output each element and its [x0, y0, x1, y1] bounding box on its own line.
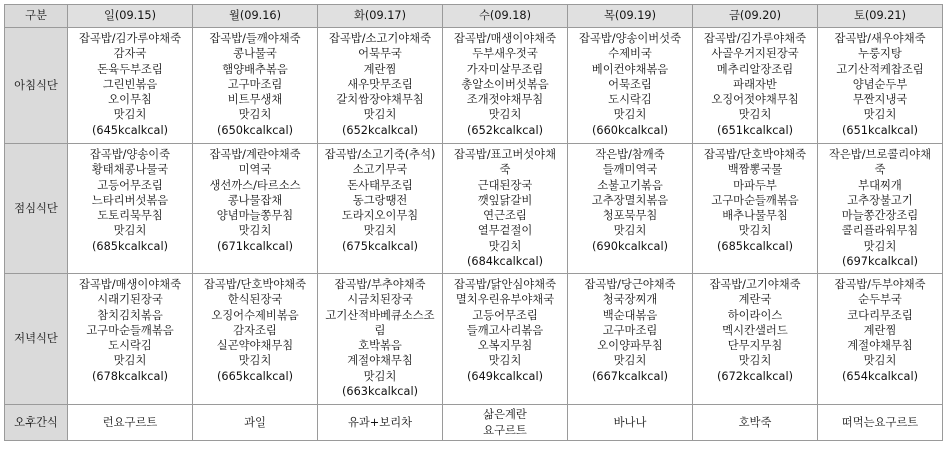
menu-item: 잡곡밥/소고기야채죽 — [328, 32, 432, 45]
day-header-sat: 토(09.21) — [818, 5, 943, 28]
menu-item: 돈육두부조림 — [97, 62, 163, 76]
menu-item: 맛김치 — [363, 108, 397, 122]
menu-item: 멸치우린유부야채국 — [455, 293, 555, 307]
menu-item: 돈사태무조림 — [347, 178, 413, 192]
menu-item: 깻잎닭갈비 — [477, 193, 533, 207]
menu-item: 맛김치 — [488, 239, 522, 253]
menu-item: (675kcalkcal) — [341, 239, 418, 253]
menu-item: 바나나 — [613, 415, 647, 429]
menu-cell-sat — [818, 28, 943, 144]
menu-cell-mon — [193, 28, 318, 144]
menu-item: 유과+보리차 — [347, 415, 413, 429]
menu-item: 맛김치 — [488, 354, 522, 368]
menu-item: 요구르트 — [483, 423, 527, 437]
menu-item: (651kcalkcal) — [841, 123, 918, 137]
menu-item: 잡곡밥/양송이버섯죽 — [578, 32, 682, 45]
menu-cell-thu — [568, 405, 693, 441]
menu-item: 들깨고사리볶음 — [466, 323, 544, 337]
menu-cell-mon — [193, 144, 318, 274]
menu-item: 고기산적케찹조림 — [836, 62, 924, 76]
menu-item: 고구마순들깨볶음 — [711, 193, 799, 207]
menu-item: 순두부국 — [858, 293, 902, 307]
menu-item: 고등어무조림 — [472, 308, 538, 322]
menu-cell-thu — [568, 274, 693, 405]
menu-item: 잡곡밥/고기야채죽 — [709, 278, 801, 291]
menu-item: 백순대볶음 — [602, 308, 658, 322]
menu-item: 계절야채무침 — [347, 354, 413, 368]
menu-item: 마늘쫑간장조림 — [841, 209, 919, 223]
menu-item: 잡곡밥/두부야채죽 — [834, 278, 926, 291]
menu-item: 오이무침 — [108, 93, 152, 107]
menu-cell-sun — [68, 274, 193, 405]
menu-item: 콩나물국 — [233, 47, 277, 61]
menu-item: 맛김치 — [238, 108, 272, 122]
menu-item: 황태채콩나물국 — [91, 163, 169, 177]
menu-item: 잡곡밥/매생이야채죽 — [453, 32, 557, 45]
menu-cell-wed — [443, 274, 568, 405]
menu-item: 시금치된장국 — [347, 293, 413, 307]
menu-item: 실곤약야채무침 — [216, 339, 294, 353]
menu-cell-wed — [443, 28, 568, 144]
menu-item: (652kcalkcal) — [341, 123, 418, 137]
menu-item: 맛김치 — [113, 108, 147, 122]
row-label: 점심식단 — [5, 144, 68, 274]
dinner-row — [5, 274, 943, 405]
menu-item: 떠먹는요구르트 — [841, 415, 919, 429]
menu-item: 고추장멸치볶음 — [591, 193, 669, 207]
menu-item: 맛김치 — [738, 108, 772, 122]
menu-item: 새우맛무조림 — [347, 77, 413, 91]
menu-item: 고기산적바베큐소스조 — [325, 308, 435, 322]
menu-item: (678kcalkcal) — [91, 369, 168, 383]
menu-item: 도시락김 — [108, 339, 152, 353]
menu-item: 맛김치 — [238, 224, 272, 238]
menu-cell-sat — [818, 274, 943, 405]
menu-item: 오징어수제비볶음 — [211, 308, 299, 322]
menu-item: 고구마순들깨볶음 — [86, 323, 174, 337]
menu-item: (665kcalkcal) — [216, 369, 293, 383]
menu-item: 죽 — [499, 163, 511, 177]
menu-item: 들깨미역국 — [602, 163, 658, 177]
menu-cell-fri — [693, 405, 818, 441]
menu-item: 잡곡밥/부추야채죽 — [334, 278, 426, 291]
day-header-wed: 수(09.18) — [443, 5, 568, 28]
menu-item: 양념마늘쫑무침 — [216, 209, 294, 223]
menu-item: 오징어젓야채무침 — [711, 93, 799, 107]
menu-cell-tue — [318, 28, 443, 144]
menu-item: (672kcalkcal) — [716, 369, 793, 383]
menu-item: 잡곡밥/들깨야채죽 — [209, 32, 301, 45]
menu-item: 잡곡밥/김가루야채죽 — [703, 32, 807, 45]
menu-item: 어묵조림 — [608, 77, 652, 91]
menu-cell-sat — [818, 144, 943, 274]
menu-cell-wed — [443, 144, 568, 274]
menu-cell-mon — [193, 274, 318, 405]
menu-item: (649kcalkcal) — [466, 369, 543, 383]
menu-cell-tue — [318, 274, 443, 405]
menu-item: 잡곡밥/닭안심야채죽 — [453, 278, 557, 291]
row-label: 저녁식단 — [5, 274, 68, 405]
menu-item: 작은밥/참깨죽 — [595, 148, 665, 161]
day-header-mon: 월(09.16) — [193, 5, 318, 28]
menu-item: 맛김치 — [113, 224, 147, 238]
menu-item: 파래자반 — [733, 77, 777, 91]
menu-item: 계절야채무침 — [847, 339, 913, 353]
menu-item: (684kcalkcal) — [466, 255, 543, 269]
lunch-row — [5, 144, 943, 274]
menu-item: 갈치쌈장야채무침 — [336, 93, 424, 107]
menu-cell-sun — [68, 28, 193, 144]
menu-item: (663kcalkcal) — [341, 385, 418, 399]
menu-item: 잡곡밥/소고기죽(추석) — [324, 148, 436, 161]
menu-cell-tue — [318, 144, 443, 274]
menu-item: 부대찌개 — [858, 178, 902, 192]
menu-item: 멕시칸샐러드 — [722, 323, 788, 337]
menu-item: 림 — [374, 323, 386, 337]
menu-item: 맛김치 — [738, 224, 772, 238]
day-header-sun: 일(09.15) — [68, 5, 193, 28]
menu-item: 삶은계란 — [483, 408, 527, 422]
menu-item: 잡곡밥/당근야채죽 — [584, 278, 676, 291]
menu-item: 도라지오이무침 — [341, 209, 419, 223]
menu-item: 잡곡밥/계란야채죽 — [209, 148, 301, 161]
menu-item: 사골우거지된장국 — [711, 47, 799, 61]
menu-item: (652kcalkcal) — [466, 123, 543, 137]
menu-item: 고구마조림 — [602, 323, 658, 337]
menu-item: 도토리묵무침 — [97, 209, 163, 223]
menu-item: 미역국 — [238, 163, 272, 177]
menu-item: 청국장찌개 — [602, 293, 658, 307]
menu-item: 백짬뽕국물 — [727, 163, 783, 177]
menu-item: 메추리알장조림 — [716, 62, 794, 76]
menu-item: 단무지무침 — [727, 339, 783, 353]
menu-item: 잡곡밥/표고버섯야채 — [453, 148, 557, 161]
menu-item: (660kcalkcal) — [591, 123, 668, 137]
menu-item: 맛김치 — [113, 354, 147, 368]
menu-item: 맛김치 — [613, 224, 647, 238]
menu-item: 고구마조림 — [227, 77, 283, 91]
menu-item: 계란찜 — [863, 323, 897, 337]
menu-item: (685kcalkcal) — [716, 239, 793, 253]
menu-item: 비트무생채 — [227, 93, 283, 107]
menu-item: (667kcalkcal) — [591, 369, 668, 383]
menu-item: 런요구르트 — [102, 415, 158, 429]
menu-item: 그린빈볶음 — [102, 77, 158, 91]
menu-item: 양념순두부 — [852, 77, 908, 91]
menu-item: 근대된장국 — [477, 178, 533, 192]
menu-item: 코다리무조림 — [847, 308, 913, 322]
menu-cell-wed — [443, 405, 568, 441]
menu-item: 맛김치 — [863, 108, 897, 122]
menu-cell-sat — [818, 405, 943, 441]
menu-item: 무짠지냉국 — [852, 93, 908, 107]
menu-item: 소불고기볶음 — [597, 178, 663, 192]
menu-item: 햄양배추볶음 — [222, 62, 288, 76]
menu-item: 한식된장국 — [227, 293, 283, 307]
menu-item: 고추장불고기 — [847, 193, 913, 207]
menu-item: 맛김치 — [488, 108, 522, 122]
menu-cell-fri — [693, 28, 818, 144]
menu-item: 잡곡밥/매생이야채죽 — [78, 278, 182, 291]
menu-item: 잡곡밥/양송이죽 — [89, 148, 171, 161]
menu-item: 맛김치 — [613, 108, 647, 122]
menu-item: (671kcalkcal) — [216, 239, 293, 253]
menu-item: 느타리버섯볶음 — [91, 193, 169, 207]
menu-item: 청포묵무침 — [602, 209, 658, 223]
menu-cell-tue — [318, 405, 443, 441]
menu-item: 콩나물잡채 — [227, 193, 283, 207]
menu-item: 맛김치 — [613, 354, 647, 368]
day-header-tue: 화(09.17) — [318, 5, 443, 28]
menu-item: 잡곡밥/단호박야채죽 — [703, 148, 807, 161]
menu-item: 작은밥/브로콜리야채 — [828, 148, 932, 161]
menu-item: 누룽지탕 — [858, 47, 902, 61]
menu-item: 맛김치 — [863, 354, 897, 368]
menu-cell-fri — [693, 274, 818, 405]
menu-item: 과일 — [244, 415, 266, 429]
menu-item: (654kcalkcal) — [841, 369, 918, 383]
menu-item: 잡곡밥/김가루야채죽 — [78, 32, 182, 45]
header-row — [5, 5, 943, 28]
menu-item: 참치김치볶음 — [97, 308, 163, 322]
menu-item: 조개젓야채무침 — [466, 93, 544, 107]
menu-item: (650kcalkcal) — [216, 123, 293, 137]
corner-header: 구분 — [5, 5, 68, 28]
menu-item: 계란국 — [738, 293, 772, 307]
meal-plan-table — [4, 4, 943, 441]
menu-cell-sun — [68, 405, 193, 441]
menu-item: 잡곡밥/단호박야채죽 — [203, 278, 307, 291]
menu-item: 마파두부 — [733, 178, 777, 192]
menu-item: (685kcalkcal) — [91, 239, 168, 253]
menu-item: (697kcalkcal) — [841, 255, 918, 269]
menu-item: 총알소이버섯볶음 — [461, 77, 549, 91]
menu-item: 감자조림 — [233, 323, 277, 337]
menu-item: 소고기무국 — [352, 163, 408, 177]
menu-item: 호박볶음 — [358, 339, 402, 353]
row-label: 아침식단 — [5, 28, 68, 144]
menu-item: 하이라이스 — [727, 308, 783, 322]
menu-item: 잡곡밥/새우야채죽 — [834, 32, 926, 45]
row-label: 오후간식 — [5, 405, 68, 441]
menu-item: 동그랑땡전 — [352, 193, 408, 207]
day-header-fri: 금(09.20) — [693, 5, 818, 28]
breakfast-row — [5, 28, 943, 144]
menu-item: 콜리플라워무침 — [841, 224, 919, 238]
menu-item: 도시락김 — [608, 93, 652, 107]
menu-item: 감자국 — [113, 47, 147, 61]
day-header-thu: 목(09.19) — [568, 5, 693, 28]
menu-item: 맛김치 — [863, 239, 897, 253]
menu-item: 오복지무침 — [477, 339, 533, 353]
menu-item: 베이컨야채볶음 — [591, 62, 669, 76]
menu-item: 두부새우젓국 — [472, 47, 538, 61]
menu-item: 생선까스/타르소스 — [209, 178, 301, 192]
menu-item: 죽 — [874, 163, 886, 177]
menu-cell-thu — [568, 144, 693, 274]
menu-item: 호박죽 — [738, 415, 772, 429]
menu-item: 계란찜 — [363, 62, 397, 76]
menu-item: 맛김치 — [363, 369, 397, 383]
menu-item: 연근조림 — [483, 209, 527, 223]
menu-cell-fri — [693, 144, 818, 274]
menu-item: 가자미살무조림 — [466, 62, 544, 76]
menu-item: 수제비국 — [608, 47, 652, 61]
menu-item: 맛김치 — [238, 354, 272, 368]
menu-item: 고등어무조림 — [97, 178, 163, 192]
menu-cell-sun — [68, 144, 193, 274]
menu-item: 열무겉절이 — [477, 224, 533, 238]
menu-item: 시래기된장국 — [97, 293, 163, 307]
menu-item: (645kcalkcal) — [91, 123, 168, 137]
menu-item: 어묵무국 — [358, 47, 402, 61]
menu-item: (651kcalkcal) — [716, 123, 793, 137]
menu-item: (690kcalkcal) — [591, 239, 668, 253]
menu-cell-thu — [568, 28, 693, 144]
menu-item: 맛김치 — [363, 224, 397, 238]
menu-item: 배추나물무침 — [722, 209, 788, 223]
menu-cell-mon — [193, 405, 318, 441]
snack-row — [5, 405, 943, 441]
menu-item: 오이양파무침 — [597, 339, 663, 353]
menu-item: 맛김치 — [738, 354, 772, 368]
